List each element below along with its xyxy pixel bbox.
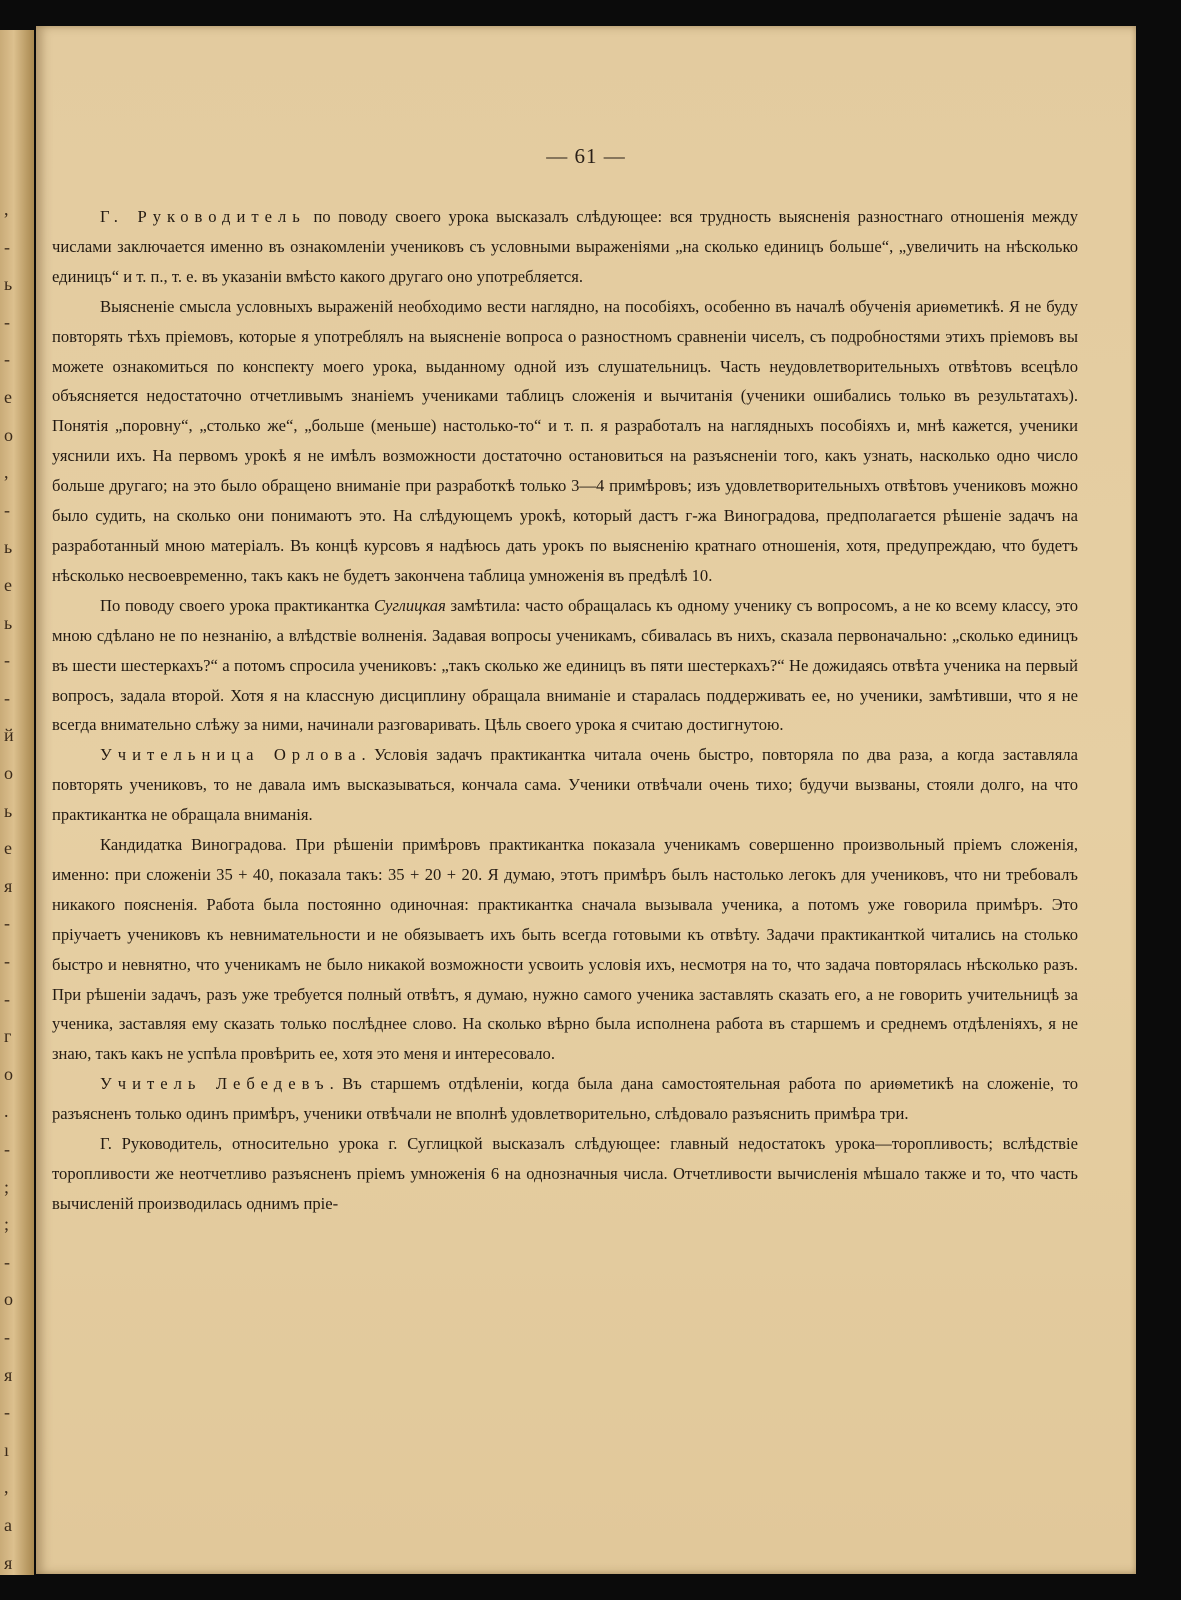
paragraph-text-before: По поводу своего урока практикантка <box>100 595 374 615</box>
paragraph-text: . Въ старшемъ отдѣленіи, когда была дана самостоятельная работа по ариѳметикѣ на сложеніе, то разъясненъ только одинъ примѣръ, ученики отвѣчали не вполнѣ удовлетворительно, слѣдовало разъяснить примѣра три. <box>52 1074 1078 1124</box>
paragraph-text: Выясненіе смысла условныхъ выраженій необходимо вести наглядно, на пособіяхъ, особенно въ началѣ обученія ариѳметикѣ. Я не буду повторять тѣхъ пріемовъ, которые я употреблялъ на выясненіе вопроса о разностномъ сравненіи чиселъ, съ подробностями этихъ пріемовъ вы можете ознакомиться по конспекту моего урока, выданному одной изъ слушательницъ. Часть неудовлетворительныхъ отвѣтовъ всецѣло объясняется недостаточно отчетливымъ знаніемъ учениками таблицъ сложенія и вычитанія (ученики ошибались только въ результатахъ). Понятія „поровну“, „столько же“, „больше (меньше) настолько-то“ и т. п. я разработалъ на наглядныхъ пособіяхъ и, мнѣ кажется, ученики уяснили ихъ. На первомъ урокѣ я не имѣлъ возможности достаточно остановиться на разъясненіи того, какъ узнать, насколько одно число больше другаго; на это было обращено вниманіе при разработкѣ только 3—4 примѣровъ; изъ удовлетворительныхъ отвѣтовъ учениковъ можно было судить, на сколько они понимаютъ это. На слѣдующемъ урокѣ, который дастъ г-жа Виноградова, предполагается рѣшеніе задачъ на разработанный мною матеріалъ. Въ концѣ курсовъ я надѣюсь дать урокъ по выясненію кратнаго отношенія, хотя, предупреждаю, что будетъ нѣсколько несвоевременно, такъ какъ не будетъ закончена таблица умноженія въ предѣлѣ 10. <box>52 296 1078 585</box>
page-number: — 61 — <box>546 144 626 168</box>
paragraph <box>52 1069 1078 1129</box>
adjacent-page-glyph: о <box>4 424 13 445</box>
adjacent-page-glyph: й <box>4 725 14 746</box>
paragraph-text: замѣтила: часто обращалась къ одному ученику съ вопросомъ, а не ко всему классу, это мною сдѣлано не по незнанію, а влѣдствіе волненія. Задавая вопросы ученикамъ, сбивалась въ нихъ, сказала первоначально: „сколько единицъ въ шести шестеркахъ?“ а потомъ спросила учениковъ: „такъ сколько же единицъ въ пяти шестеркахъ?“ Не дожидаясь отвѣта ученика на первый вопросъ, задала второй. Хотя я на классную дисциплину обращала вниманіе и старалась поддерживать ее, но ученики, замѣтивши, что я не всегда внимательно слѣжу за ними, начинали разговаривать. Цѣль своего урока я считаю достигнутою. <box>52 595 1078 735</box>
adjacent-page-glyph: я <box>4 1364 13 1385</box>
adjacent-page-glyph: ь <box>4 800 13 821</box>
adjacent-page-glyph: г <box>4 1026 12 1047</box>
adjacent-page-edge <box>0 30 34 1575</box>
speaker-name: Г. Руководитель <box>100 207 306 226</box>
paragraph <box>52 830 1078 1069</box>
paragraph <box>52 292 1078 591</box>
adjacent-page-glyph: - <box>4 311 10 332</box>
adjacent-page-glyph: е <box>4 387 12 407</box>
paragraph-text: Кандидатка Виноградова. При рѣшеніи примѣровъ практикантка показала ученикамъ совершенно произвольный пріемъ сложенія, именно: при сложеніи 35 + 40, показала такъ: 35 + 20 + 20. Я думаю, этотъ примѣръ былъ настолько легокъ для учениковъ, что ни требовалъ никакого поясненія. Работа была постоянно одиночная: практикантка сначала вызывала ученика, а потомъ уже говорила примѣръ. Это пріучаетъ учениковъ къ невнимательности и не обязываетъ ихъ быть всегда готовыми къ отвѣту. Задачи практиканткой читались на столько быстро и невнятно, что ученикамъ не было никакой возможности усвоить условія ихъ, несмотря на то, что задача повторялась нѣсколько разъ. При рѣшеніи задачъ, разъ уже требуется полный отвѣтъ, я думаю, нужно самого ученика заставлять сказать его, а не говорить учительницѣ за ученика, заставляя ему сказать только послѣднее слово. На сколько вѣрно была исполнена работа въ старшемъ и среднемъ отдѣленіяхъ, я не знаю, такъ какъ не успѣла провѣрить ее, хотя это меня и интересовало. <box>52 835 1078 1064</box>
adjacent-page-glyph: - <box>4 951 10 971</box>
adjacent-page-glyph: ; <box>4 1176 10 1197</box>
adjacent-page-glyph: о <box>4 1289 13 1310</box>
paragraph-text: по поводу своего урока высказалъ слѣдующее: вся трудность выясненія разностнаго отношенія между числами заключается именно въ ознакомленіи учениковъ съ условными выраженіями „на сколько единицъ больше“, „увеличить на нѣсколько единицъ“ и т. п., т. е. въ указаніи вмѣсто какого другаго оно употребляется. <box>52 207 1078 286</box>
adjacent-page-glyph: - <box>4 650 10 671</box>
adjacent-page-glyph: я <box>4 875 13 896</box>
adjacent-page-glyph: - <box>4 349 10 370</box>
adjacent-page-glyph: ь <box>4 537 13 558</box>
adjacent-page-glyph: о <box>4 1063 13 1084</box>
adjacent-page-glyph: - <box>4 913 10 934</box>
adjacent-page-glyph: - <box>4 1251 10 1272</box>
paragraph-text: . Условія задачъ практикантка читала очень быстро, повторяла по два раза, а когда заставляла повторять учениковъ, то не давала имъ высказываться, кончала сама. Ученики отвѣчали очень тихо; будучи вызваны, стояли долго, на что практикантка не обращала вниманія. <box>52 745 1078 825</box>
adjacent-page-glyph: - <box>4 988 10 1009</box>
speaker-name: Учитель Лебедевъ <box>100 1074 330 1094</box>
adjacent-page-glyph: - <box>4 1139 10 1159</box>
adjacent-page-glyph: ; <box>4 1214 10 1235</box>
adjacent-page-glyph: а <box>4 1515 12 1535</box>
adjacent-page-glyph: - <box>4 499 10 520</box>
speaker-name: Учительница Орлова <box>100 745 362 765</box>
adjacent-page-glyph: ı <box>4 1439 10 1460</box>
page-body <box>52 202 1078 1219</box>
paragraph-text: Г. Руководитель, относительно урока г. Суглицкой высказалъ слѣдующее: главный недостатокъ урока—торопливость; вслѣдствіе торопливости же неотчетливо разъясненъ пріемъ умноженія 6 на однозначныя числа. Отчетливости вычисленія мѣшало также и то, что часть вычисленій производилась однимъ пріе- <box>52 1134 1078 1213</box>
italic-name: Суглицкая <box>373 595 446 615</box>
adjacent-page-glyph: ь <box>4 274 13 295</box>
adjacent-page-glyph: - <box>4 687 10 708</box>
adjacent-page-glyph: , <box>4 199 9 219</box>
adjacent-page-glyph: о <box>4 763 13 783</box>
book-page <box>36 26 1136 1574</box>
adjacent-page-glyph: я <box>4 1552 13 1573</box>
adjacent-page-glyph: е <box>4 575 12 595</box>
paragraph <box>52 202 1078 292</box>
adjacent-page-glyph: е <box>4 838 12 859</box>
adjacent-page-glyph: , <box>4 1477 9 1498</box>
paragraph <box>52 1129 1078 1219</box>
adjacent-page-glyph: . <box>4 1101 9 1122</box>
adjacent-page-glyph: , <box>4 462 9 483</box>
adjacent-page-glyph: - <box>4 236 10 257</box>
adjacent-page-glyph: ь <box>4 612 13 633</box>
adjacent-page-glyph: - <box>4 1402 10 1423</box>
paragraph <box>52 591 1078 741</box>
adjacent-page-glyph: - <box>4 1327 10 1347</box>
paragraph <box>52 740 1078 830</box>
